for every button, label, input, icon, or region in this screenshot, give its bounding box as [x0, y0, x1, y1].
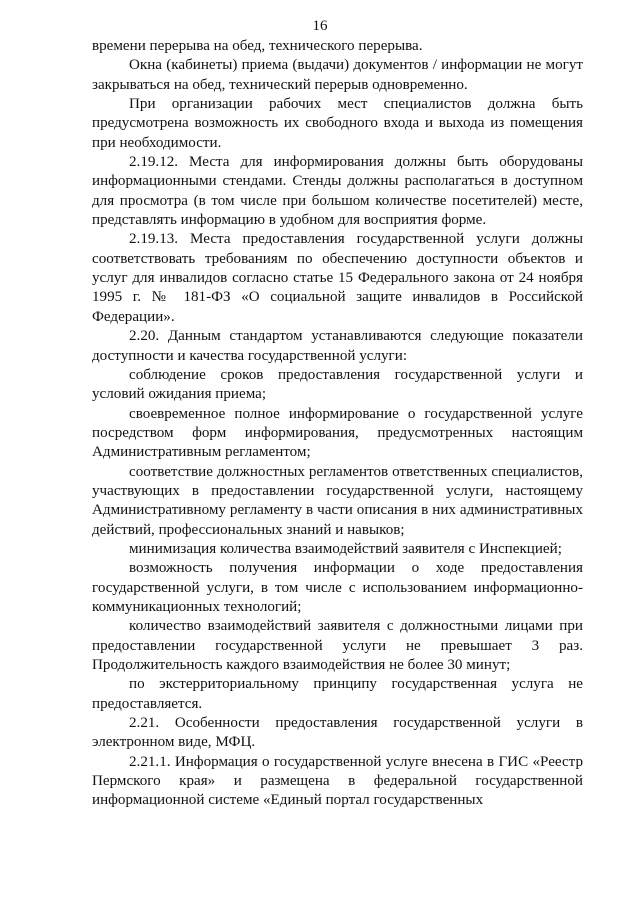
paragraph-5: 2.19.13. Места предоставления государственной услуги должны соответствовать требованиям по обеспечению доступности объектов и услуг для инвалидов согласно статье 15 Федерального закона от 24 ноября 1995 г. № 181-ФЗ «О социальной защите инвалидов в Российской Федерации». [92, 231, 583, 325]
paragraph-3: При организации рабочих мест специалистов должна быть предусмотрена возможность их свободного входа и выхода из помещения при необходимости. [92, 96, 583, 151]
paragraph-10: минимизация количества взаимодействий заявителя с Инспекцией; [129, 540, 562, 557]
paragraph-13: по экстерриториальному принципу государственная услуга не предоставляется. [92, 676, 583, 712]
document-body [92, 37, 583, 811]
paragraph-2: Окна (кабинеты) приема (выдачи) документов / информации не могут закрываться на обед, технический перерыв одновременно. [92, 57, 583, 93]
paragraph-6: 2.20. Данным стандартом устанавливаются следующие показатели доступности и качества государственной услуги: [92, 328, 583, 364]
paragraph-15: 2.21.1. Информация о государственной услуге внесена в ГИС «Реестр Пермского края» и размещена в федеральной государственной информационной системе «Единый портал государственных [92, 753, 583, 809]
page-number: 16 [312, 18, 328, 34]
paragraph-1: времени перерыва на обед, технического перерыва. [92, 38, 423, 54]
paragraph-11: возможность получения информации о ходе предоставления государственной услуги, в том числе с использованием информационно-коммуникационных технологий; [92, 560, 583, 615]
paragraph-8: своевременное полное информирование о государственной услуге посредством форм информирования, предусмотренных настоящим Административным регламентом; [92, 405, 583, 461]
paragraph-12: количество взаимодействий заявителя с должностными лицами при предоставлении государственной услуги не превышает 3 раз. Продолжительность каждого взаимодействия не более 30 минут; [92, 618, 583, 673]
paragraph-7: соблюдение сроков предоставления государственной услуги и условий ожидания приема; [92, 366, 583, 403]
paragraph-4: 2.19.12. Места для информирования должны быть оборудованы информационными стендами. Стенды должны располагаться в доступном для просмотра (в том числе при большом количестве посетителей) месте, представлять информацию в удобном для восприятия форме. [92, 154, 583, 229]
paragraph-14: 2.21. Особенности предоставления государственной услуги в электронном виде, МФЦ. [92, 715, 583, 751]
paragraph-9: соответствие должностных регламентов ответственных специалистов, участвующих в предоставлении государственной услуги, настоящему Административному регламенту в части описания в них административных действий, профессиональных знаний и навыков; [92, 463, 583, 538]
